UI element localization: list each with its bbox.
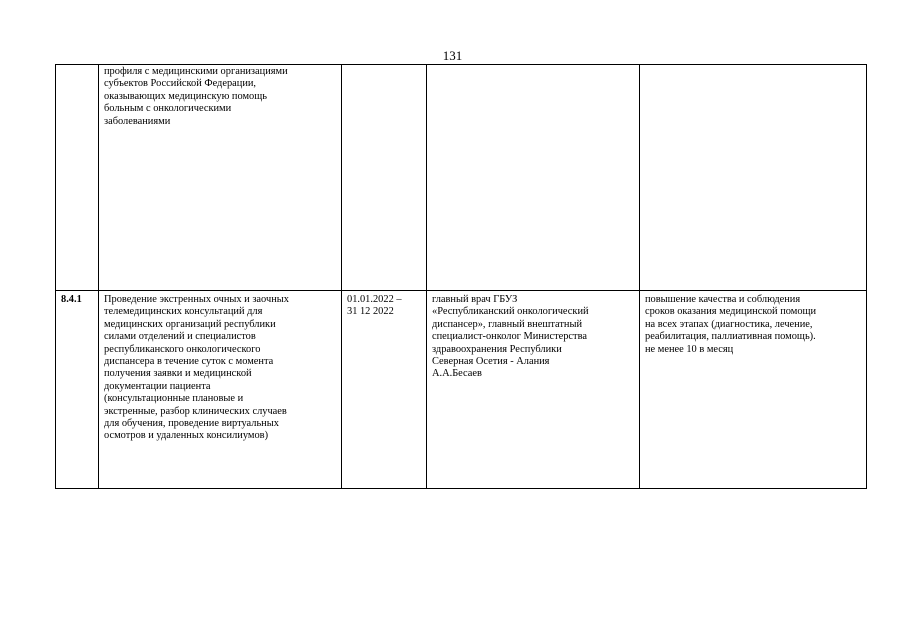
cell-result	[640, 65, 867, 291]
activity-line: осмотров и удаленных консилиумов)	[104, 430, 269, 442]
table-row-8-4-1	[56, 291, 867, 489]
activity-line: получения заявки и медицинской	[104, 368, 252, 380]
page-number: 131	[442, 48, 463, 63]
responsible-line: специалист-онколог Министерства	[432, 331, 587, 343]
period-line: 01.01.2022 –	[347, 294, 402, 305]
activity-line: больным с онкологическими	[104, 103, 232, 115]
measures-table	[55, 64, 867, 489]
table-row-continuation	[56, 65, 867, 291]
activity-line: телемедицинских консультаций для	[104, 306, 263, 318]
cell-period	[342, 65, 427, 291]
period-line: 31 12 2022	[347, 306, 394, 318]
activity-line: документации пациента	[104, 380, 211, 392]
result-line: повышение качества и соблюдения	[645, 294, 801, 305]
activity-line: субъектов Российской Федерации,	[104, 78, 257, 90]
responsible-line: здравоохранения Республики	[432, 343, 562, 355]
result-line: реабилитация, паллиативная помощь).	[645, 331, 816, 343]
item-number: 8.4.1	[61, 294, 82, 305]
activity-line: заболеваниями	[104, 115, 171, 127]
activity-line: диспансера в течение суток с момента	[104, 356, 274, 368]
result-line: сроков оказания медицинской помощи	[645, 306, 817, 318]
cell-period	[342, 291, 427, 489]
cell-number	[56, 291, 99, 489]
cell-responsible	[427, 291, 640, 489]
activity-line: медицинских организаций республики	[104, 318, 276, 330]
activity-line: профиля с медицинскими организациями	[104, 66, 288, 77]
responsible-line: А.А.Бесаев	[432, 368, 482, 380]
cell-activity	[99, 291, 342, 489]
activity-line: для обучения, проведение виртуальных	[104, 418, 279, 430]
cell-result	[640, 291, 867, 489]
result-line: не менее 10 в месяц	[645, 343, 734, 355]
activity-line: республиканского онкологического	[104, 343, 261, 355]
activity-line: (консультационные плановые и	[104, 393, 244, 405]
activity-line: силами отделений и специалистов	[104, 331, 256, 343]
cell-responsible	[427, 65, 640, 291]
activity-line: Проведение экстренных очных и заочных	[104, 294, 289, 305]
cell-activity	[99, 65, 342, 291]
cell-number	[56, 65, 99, 291]
responsible-line: диспансер», главный внештатный	[432, 318, 582, 330]
activity-line: оказывающих медицинскую помощь	[104, 90, 267, 102]
activity-line: экстренные, разбор клинических случаев	[104, 405, 287, 417]
responsible-line: главный врач ГБУЗ	[432, 294, 518, 305]
responsible-line: «Республиканский онкологический	[432, 306, 589, 318]
responsible-line: Северная Осетия - Алания	[432, 356, 550, 368]
result-line: на всех этапах (диагностика, лечение,	[645, 318, 813, 330]
